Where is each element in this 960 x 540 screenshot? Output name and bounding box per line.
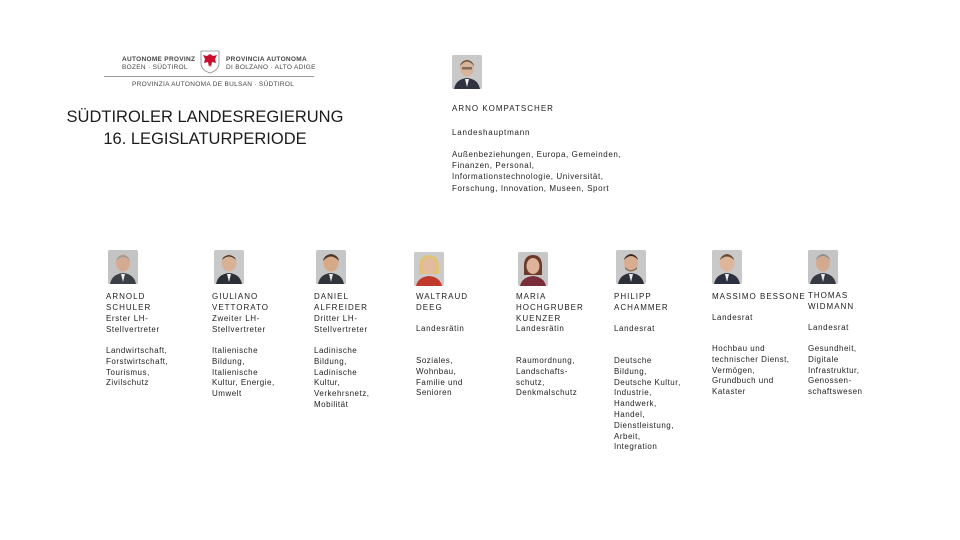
page-title bbox=[30, 106, 380, 150]
member-name: ARNOLD SCHULER bbox=[106, 292, 152, 312]
logo-left-line2: BOZEN · SÜDTIROL bbox=[122, 64, 188, 71]
member-photo bbox=[414, 252, 444, 286]
logo-bottom-line: PROVINZIA AUTONOMA DE BULSAN · SÜDTIROL bbox=[132, 81, 295, 88]
member-name: THOMAS WIDMANN bbox=[808, 291, 855, 311]
member-areas: Ladinische Bildung, Ladinische Kultur, Verkehrsnetz, Mobilität bbox=[314, 346, 370, 409]
member-name: MASSIMO BESSONE bbox=[712, 292, 806, 301]
governor-role: Landeshauptmann bbox=[452, 128, 531, 137]
governor-name: ARNO KOMPATSCHER bbox=[452, 104, 554, 113]
member-role: Landesrat bbox=[712, 313, 753, 322]
member-photo bbox=[214, 250, 244, 284]
logo-right-line1: PROVINCIA AUTONOMA bbox=[226, 56, 307, 63]
member-role: Landesrätin bbox=[516, 324, 565, 333]
eagle-coat-of-arms-icon bbox=[200, 50, 220, 74]
member-name: MARIA HOCHGRUBER KUENZER bbox=[516, 292, 584, 323]
member-photo bbox=[518, 252, 548, 286]
governor-photo bbox=[452, 55, 482, 89]
member-name: WALTRAUD DEEG bbox=[416, 292, 468, 312]
member-areas: Gesundheit, Digitale Infrastruktur, Genossen- schaftswesen bbox=[808, 344, 863, 397]
member-role: Erster LH- Stellvertreter bbox=[106, 314, 160, 334]
member-name: PHILIPP ACHAMMER bbox=[614, 292, 669, 312]
member-role: Landesrat bbox=[808, 323, 849, 332]
member-role: Zweiter LH- Stellvertreter bbox=[212, 314, 266, 334]
logo-right-line2: DI BOLZANO · ALTO ADIGE bbox=[226, 64, 316, 71]
member-areas: Deutsche Bildung, Deutsche Kultur, Industrie, Handwerk, Handel, Dienstleistung, Arbeit, Integration bbox=[614, 356, 681, 452]
governor-areas: Außenbeziehungen, Europa, Gemeinden, Finanzen, Personal, Informationstechnologie, Universität, Forschung, Innovation, Museen, Sport bbox=[452, 150, 622, 193]
logo-left-line1: AUTONOME PROVINZ bbox=[122, 56, 196, 63]
logo-divider bbox=[104, 76, 314, 77]
member-role: Dritter LH- Stellvertreter bbox=[314, 314, 368, 334]
member-name: GIULIANO VETTORATO bbox=[212, 292, 270, 312]
member-areas: Hochbau und technischer Dienst, Vermögen, Grundbuch und Kataster bbox=[712, 344, 790, 397]
logo bbox=[104, 46, 314, 90]
member-photo bbox=[808, 250, 838, 284]
member-name: DANIEL ALFREIDER bbox=[314, 292, 368, 312]
title-line2: 16. LEGISLATURPERIODE bbox=[103, 130, 307, 148]
member-photo bbox=[108, 250, 138, 284]
title-line1: SÜDTIROLER LANDESREGIERUNG bbox=[66, 108, 344, 126]
member-photo bbox=[712, 250, 742, 284]
member-areas: Soziales, Wohnbau, Familie und Senioren bbox=[416, 356, 463, 398]
member-role: Landesrätin bbox=[416, 324, 465, 333]
member-areas: Landwirtschaft, Forstwirtschaft, Tourismus, Zivilschutz bbox=[106, 346, 169, 388]
member-role: Landesrat bbox=[614, 324, 655, 333]
member-photo bbox=[316, 250, 346, 284]
member-areas: Italienische Bildung, Italienische Kultur, Energie, Umwelt bbox=[212, 346, 275, 399]
member-photo bbox=[616, 250, 646, 284]
member-areas: Raumordnung, Landschafts- schutz, Denkmalschutz bbox=[516, 356, 578, 398]
